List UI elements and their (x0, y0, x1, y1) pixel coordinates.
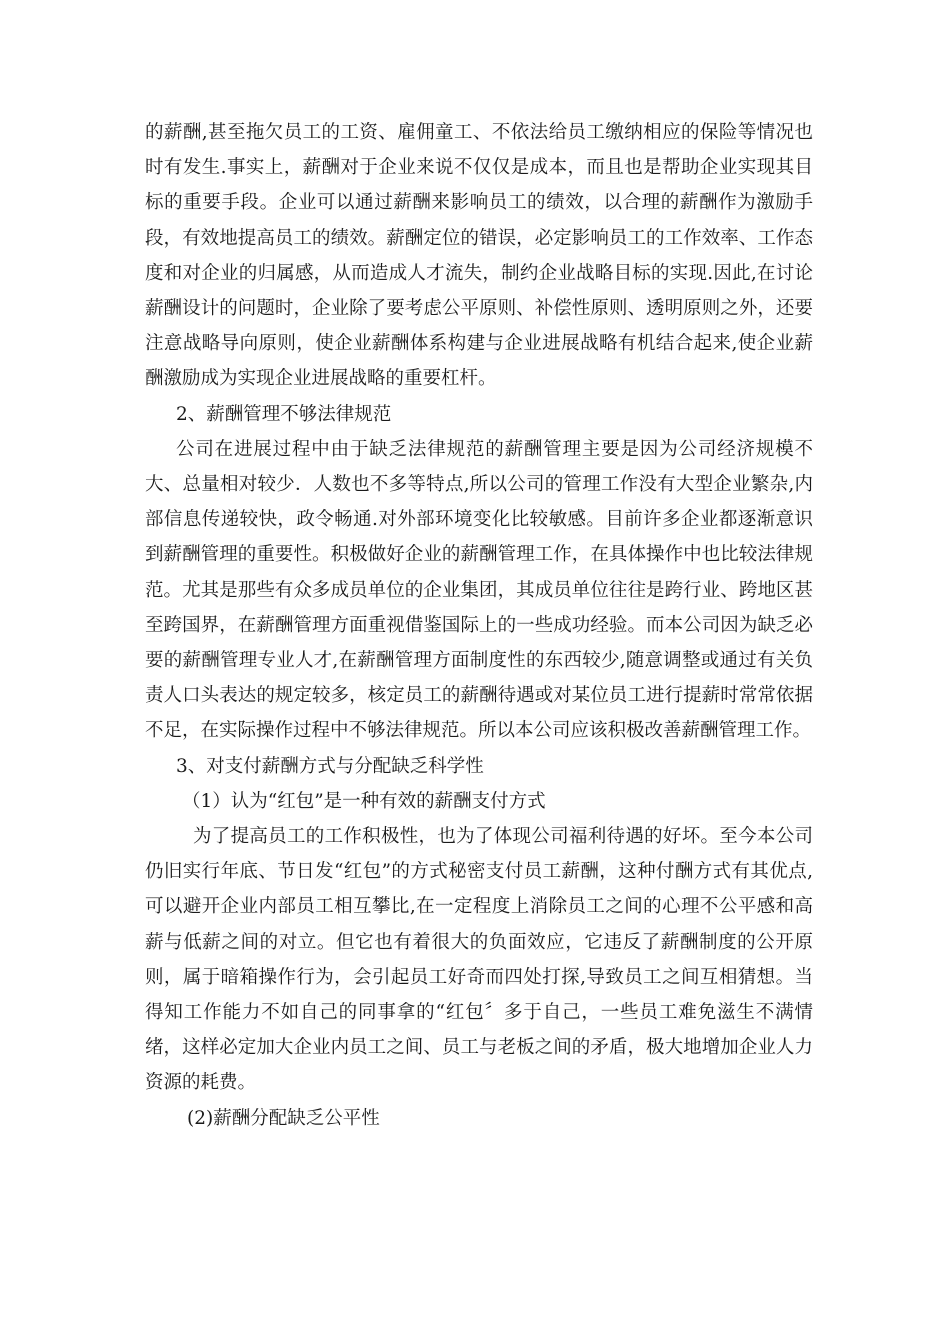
paragraph-red-envelope: 为了提高员工的工作积极性，也为了体现公司福利待遇的好坏。至今本公司仍旧实行年底、节日发“红包”的方式秘密支付员工薪酬，这种付酬方式有其优点,可以避开企业内部员工相互攀比,在一定程度上消除员工之间的心理不公平感和高薪与低薪之间的对立。但它也有着很大的负面效应，它违反了薪酬制度的公开原则，属于暗箱操作行为，会引起员工好奇而四处打探,导致员工之间互相猜想。当得知工作能力不如自己的同事拿的“红包〞多于自己，一些员工难免滋生不满情绪，这样必定加大企业内员工之间、员工与老板之间的矛盾，极大地增加企业人力资源的耗费。 (145, 826, 813, 1094)
paragraph-legal-norms: 公司在进展过程中由于缺乏法律规范的薪酬管理主要是因为公司经济规模不大、总量相对较少．人数也不多等特点,所以公司的管理工作没有大型企业繁杂,内部信息传递较快，政令畅通.对外部环境变化比较敏感。目前许多企业都逐渐意识到薪酬管理的重要性。积极做好企业的薪酬管理工作，在具体操作中也比较法律规范。尤其是那些有众多成员单位的企业集团，其成员单位往往是跨行业、跨地区甚至跨国界，在薪酬管理方面重视借鉴国际上的一些成功经验。而本公司因为缺乏必要的薪酬管理专业人才,在薪酬管理方面制度性的东西较少,随意调整或通过有关负责人口头表达的规定较多，核定员工的薪酬待遇或对某位员工进行提薪时常常依据不足，在实际操作过程中不够法律规范。所以本公司应该积极改善薪酬管理工作。 (145, 438, 813, 742)
paragraph-salary-strategy: 的薪酬,甚至拖欠员工的工资、雇佣童工、不依法给员工缴纳相应的保险等情况也时有发生.事实上，薪酬对于企业来说不仅仅是成本，而且也是帮助企业实现其目标的重要手段。企业可以通过薪酬来影响员工的绩效，以合理的薪酬作为激励手段，有效地提高员工的绩效。薪酬定位的错误，必定影响员工的工作效率、工作态度和对企业的归属感，从而造成人才流失，制约企业战略目标的实现.因此,在讨论薪酬设计的问题时，企业除了要考虑公平原则、补偿性原则、透明原则之外，还要注意战略导向原则，使企业薪酬体系构建与企业进展战略有机结合起来,使企业薪酬激励成为实现企业进展战略的重要杠杆。 (145, 122, 813, 390)
heading-section-3: 3、对支付薪酬方式与分配缺乏科学性 (176, 755, 484, 777)
document-body (145, 115, 813, 1136)
heading-section-2: 2、薪酬管理不够法律规范 (176, 403, 392, 425)
heading-subsection-2: (2)薪酬分配缺乏公平性 (187, 1107, 380, 1129)
heading-subsection-1: （1）认为“红包”是一种有效的薪酬支付方式 (182, 790, 546, 812)
